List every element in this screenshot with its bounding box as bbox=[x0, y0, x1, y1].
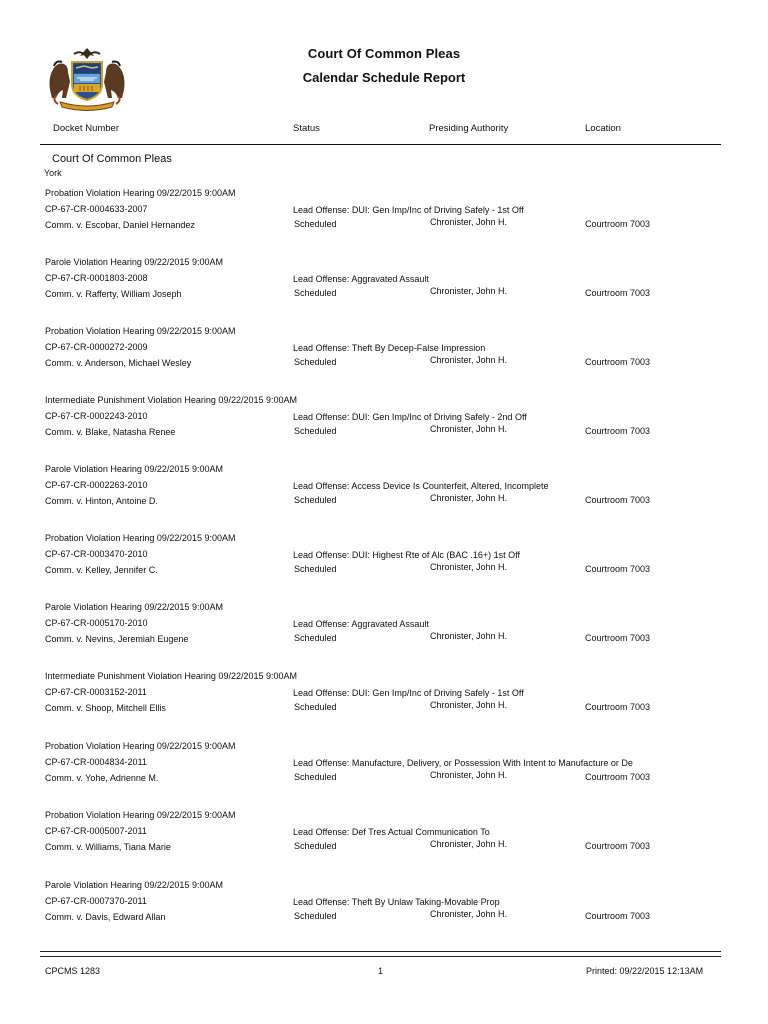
presiding-authority: Chronister, John H. bbox=[430, 424, 508, 434]
case-caption: Comm. v. Anderson, Michael Wesley bbox=[45, 358, 192, 368]
hearing-type: Intermediate Punishment Violation Hearing 09/22/2015 9:00AM bbox=[45, 395, 297, 405]
case-caption: Comm. v. Nevins, Jeremiah Eugene bbox=[45, 634, 189, 644]
case-caption: Comm. v. Hinton, Antoine D. bbox=[45, 496, 158, 506]
lead-offense: Lead Offense: Theft By Decep-False Impression bbox=[293, 343, 486, 353]
case-caption: Comm. v. Shoop, Mitchell Ellis bbox=[45, 703, 166, 713]
report-title: Court Of Common Pleas bbox=[307, 46, 461, 61]
list-item bbox=[0, 257, 768, 317]
list-item bbox=[0, 671, 768, 731]
court-group-heading: Court Of Common Pleas bbox=[52, 153, 172, 165]
lead-offense: Lead Offense: DUI: Gen Imp/Inc of Driving Safely - 1st Off bbox=[293, 688, 524, 698]
docket-number: CP-67-CR-0002243-2010 bbox=[45, 411, 148, 421]
county-name: York bbox=[44, 168, 62, 178]
hearing-type: Parole Violation Hearing 09/22/2015 9:00AM bbox=[45, 257, 223, 267]
status: Scheduled bbox=[294, 564, 337, 574]
presiding-authority: Chronister, John H. bbox=[430, 909, 508, 919]
presiding-authority: Chronister, John H. bbox=[430, 286, 508, 296]
status: Scheduled bbox=[294, 911, 337, 921]
hearing-type: Probation Violation Hearing 09/22/2015 9:00AM bbox=[45, 188, 236, 198]
case-caption: Comm. v. Blake, Natasha Renee bbox=[45, 427, 176, 437]
list-item bbox=[0, 741, 768, 801]
docket-number: CP-67-CR-0001803-2008 bbox=[45, 273, 148, 283]
docket-number: CP-67-CR-0003470-2010 bbox=[45, 549, 148, 559]
lead-offense: Lead Offense: DUI: Gen Imp/Inc of Driving Safely - 2nd Off bbox=[293, 412, 527, 422]
lead-offense: Lead Offense: DUI: Highest Rte of Alc (BAC .16+) 1st Off bbox=[293, 550, 521, 560]
status: Scheduled bbox=[294, 772, 337, 782]
presiding-authority: Chronister, John H. bbox=[430, 770, 508, 780]
list-item bbox=[0, 602, 768, 662]
column-header-docket: Docket Number bbox=[53, 123, 119, 134]
list-item bbox=[0, 880, 768, 940]
list-item bbox=[0, 810, 768, 870]
status: Scheduled bbox=[294, 841, 337, 851]
column-header-location: Location bbox=[585, 123, 621, 134]
docket-number: CP-67-CR-0000272-2009 bbox=[45, 342, 148, 352]
presiding-authority: Chronister, John H. bbox=[430, 631, 508, 641]
status: Scheduled bbox=[294, 288, 337, 298]
docket-number: CP-67-CR-0007370-2011 bbox=[45, 896, 147, 906]
hearing-type: Parole Violation Hearing 09/22/2015 9:00AM bbox=[45, 602, 223, 612]
case-caption: Comm. v. Escobar, Daniel Hernandez bbox=[45, 220, 195, 230]
hearing-type: Probation Violation Hearing 09/22/2015 9:00AM bbox=[45, 741, 236, 751]
location: Courtroom 7003 bbox=[585, 702, 651, 712]
column-header-presiding: Presiding Authority bbox=[429, 123, 509, 134]
case-caption: Comm. v. Davis, Edward Allan bbox=[45, 912, 166, 922]
presiding-authority: Chronister, John H. bbox=[430, 355, 508, 365]
hearing-type: Intermediate Punishment Violation Hearing 09/22/2015 9:00AM bbox=[45, 671, 297, 681]
status: Scheduled bbox=[294, 357, 337, 367]
printed-timestamp: Printed: 09/22/2015 12:13AM bbox=[586, 966, 704, 976]
lead-offense: Lead Offense: Manufacture, Delivery, or Possession With Intent to Manufacture or De bbox=[293, 758, 633, 768]
presiding-authority: Chronister, John H. bbox=[430, 700, 508, 710]
lead-offense: Lead Offense: Def Tres Actual Communication To bbox=[293, 827, 490, 837]
hearing-type: Probation Violation Hearing 09/22/2015 9:00AM bbox=[45, 326, 236, 336]
location: Courtroom 7003 bbox=[585, 633, 651, 643]
location: Courtroom 7003 bbox=[585, 841, 651, 851]
lead-offense: Lead Offense: DUI: Gen Imp/Inc of Driving Safely - 1st Off bbox=[293, 205, 524, 215]
presiding-authority: Chronister, John H. bbox=[430, 562, 508, 572]
docket-number: CP-67-CR-0002263-2010 bbox=[45, 480, 148, 490]
case-caption: Comm. v. Williams, Tiana Marie bbox=[45, 842, 171, 852]
status: Scheduled bbox=[294, 219, 337, 229]
location: Courtroom 7003 bbox=[585, 426, 651, 436]
hearing-type: Probation Violation Hearing 09/22/2015 9:00AM bbox=[45, 533, 236, 543]
header-divider bbox=[40, 144, 721, 145]
list-item bbox=[0, 326, 768, 386]
report-subtitle: Calendar Schedule Report bbox=[302, 70, 466, 85]
status: Scheduled bbox=[294, 495, 337, 505]
location: Courtroom 7003 bbox=[585, 772, 651, 782]
case-caption: Comm. v. Rafferty, William Joseph bbox=[45, 289, 182, 299]
presiding-authority: Chronister, John H. bbox=[430, 839, 508, 849]
form-id: CPCMS 1283 bbox=[45, 966, 101, 976]
docket-number: CP-67-CR-0003152-2011 bbox=[45, 687, 147, 697]
hearing-type: Probation Violation Hearing 09/22/2015 9:00AM bbox=[45, 810, 236, 820]
page-number: 1 bbox=[378, 966, 384, 976]
docket-number: CP-67-CR-0005170-2010 bbox=[45, 618, 148, 628]
location: Courtroom 7003 bbox=[585, 357, 651, 367]
docket-number: CP-67-CR-0005007-2011 bbox=[45, 826, 147, 836]
hearing-type: Parole Violation Hearing 09/22/2015 9:00AM bbox=[45, 880, 223, 890]
footer-divider bbox=[40, 951, 721, 952]
case-caption: Comm. v. Yohe, Adrienne M. bbox=[45, 773, 159, 783]
footer-divider bbox=[40, 956, 721, 957]
status: Scheduled bbox=[294, 633, 337, 643]
lead-offense: Lead Offense: Access Device Is Counterfeit, Altered, Incomplete bbox=[293, 481, 549, 491]
status: Scheduled bbox=[294, 426, 337, 436]
lead-offense: Lead Offense: Aggravated Assault bbox=[293, 274, 429, 284]
location: Courtroom 7003 bbox=[585, 495, 651, 505]
location: Courtroom 7003 bbox=[585, 288, 651, 298]
docket-number: CP-67-CR-0004633-2007 bbox=[45, 204, 148, 214]
list-item bbox=[0, 533, 768, 593]
presiding-authority: Chronister, John H. bbox=[430, 217, 508, 227]
lead-offense: Lead Offense: Aggravated Assault bbox=[293, 619, 429, 629]
column-header-status: Status bbox=[293, 123, 320, 134]
list-item bbox=[0, 464, 768, 524]
docket-number: CP-67-CR-0004834-2011 bbox=[45, 757, 147, 767]
location: Courtroom 7003 bbox=[585, 911, 651, 921]
hearing-type: Parole Violation Hearing 09/22/2015 9:00AM bbox=[45, 464, 223, 474]
location: Courtroom 7003 bbox=[585, 219, 651, 229]
lead-offense: Lead Offense: Theft By Unlaw Taking-Movable Prop bbox=[293, 897, 500, 907]
location: Courtroom 7003 bbox=[585, 564, 651, 574]
list-item bbox=[0, 395, 768, 455]
case-caption: Comm. v. Kelley, Jennifer C. bbox=[45, 565, 158, 575]
presiding-authority: Chronister, John H. bbox=[430, 493, 508, 503]
list-item bbox=[0, 188, 768, 248]
status: Scheduled bbox=[294, 702, 337, 712]
